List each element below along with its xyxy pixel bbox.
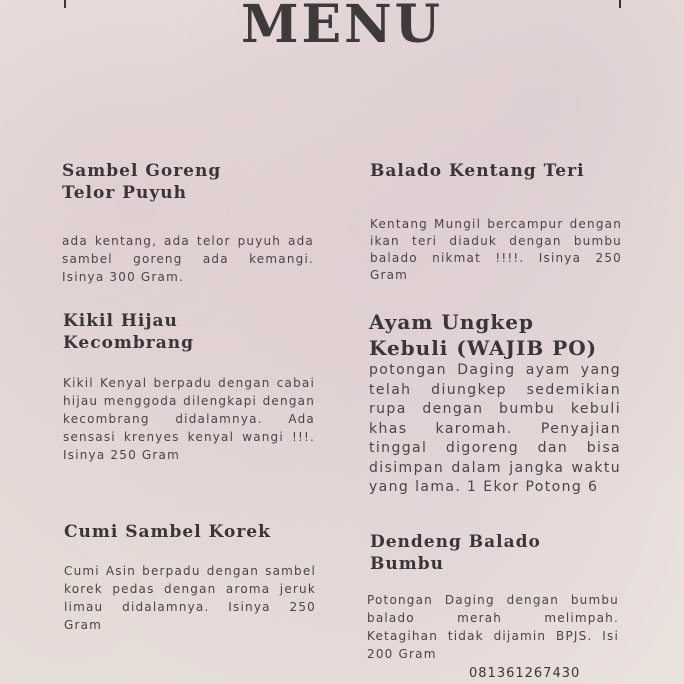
- item-name: Cumi Sambel Korek: [64, 522, 271, 542]
- item-name: Balado Kentang Teri: [370, 161, 585, 181]
- item-name: Ayam Ungkep Kebuli (WAJIB PO): [369, 310, 598, 360]
- item-description: Kikil Kenyal berpadu dengan cabai hijau menggoda dilengkapi dengan kecombrang didalamnya. Ada sensasi krenyes kenyal wangi !!!. Isinya 250 Gram: [63, 376, 315, 462]
- menu-item-balado-kentang: [370, 160, 622, 284]
- item-description: ada kentang, ada telor puyuh ada sambel goreng ada kemangi. Isinya 300 Gram.: [62, 234, 314, 284]
- item-description: Cumi Asin berpadu dengan sambel korek pedas dengan aroma jeruk limau didalamnya. Isinya 250 Gram: [64, 564, 316, 632]
- item-description: Potongan Daging dengan bumbu balado merah melimpah. Ketagihan tidak dijamin BPJS. Isi 200 Gram: [367, 593, 619, 661]
- item-name: Kikil Hijau Kecombrang: [63, 311, 195, 353]
- item-description: potongan Daging ayam yang telah diungkep sedemikian rupa dengan bumbu kebuli khas karomah. Penyajian tinggal digoreng dan bisa disimpan dalam jangka waktu yang lama. 1 Ekor Potong 6: [369, 362, 621, 495]
- menu-item-kikil-hijau: [63, 310, 315, 464]
- item-name: Sambel Goreng Telor Puyuh: [62, 161, 222, 203]
- menu-item-ayam-ungkep: [369, 309, 621, 498]
- menu-item-dendeng-balado: [367, 531, 619, 663]
- menu-item-sambel-goreng: [62, 160, 314, 286]
- menu-title: MENU: [240, 0, 444, 55]
- menu-item-cumi-sambel: [64, 521, 316, 634]
- item-description: Kentang Mungil bercampur dengan ikan teri diaduk dengan bumbu balado nikmat !!!!. Isinya 250 Gram: [370, 217, 622, 282]
- item-name: Dendeng Balado Bumbu: [370, 532, 541, 574]
- phone-number: 081361267430: [469, 666, 581, 681]
